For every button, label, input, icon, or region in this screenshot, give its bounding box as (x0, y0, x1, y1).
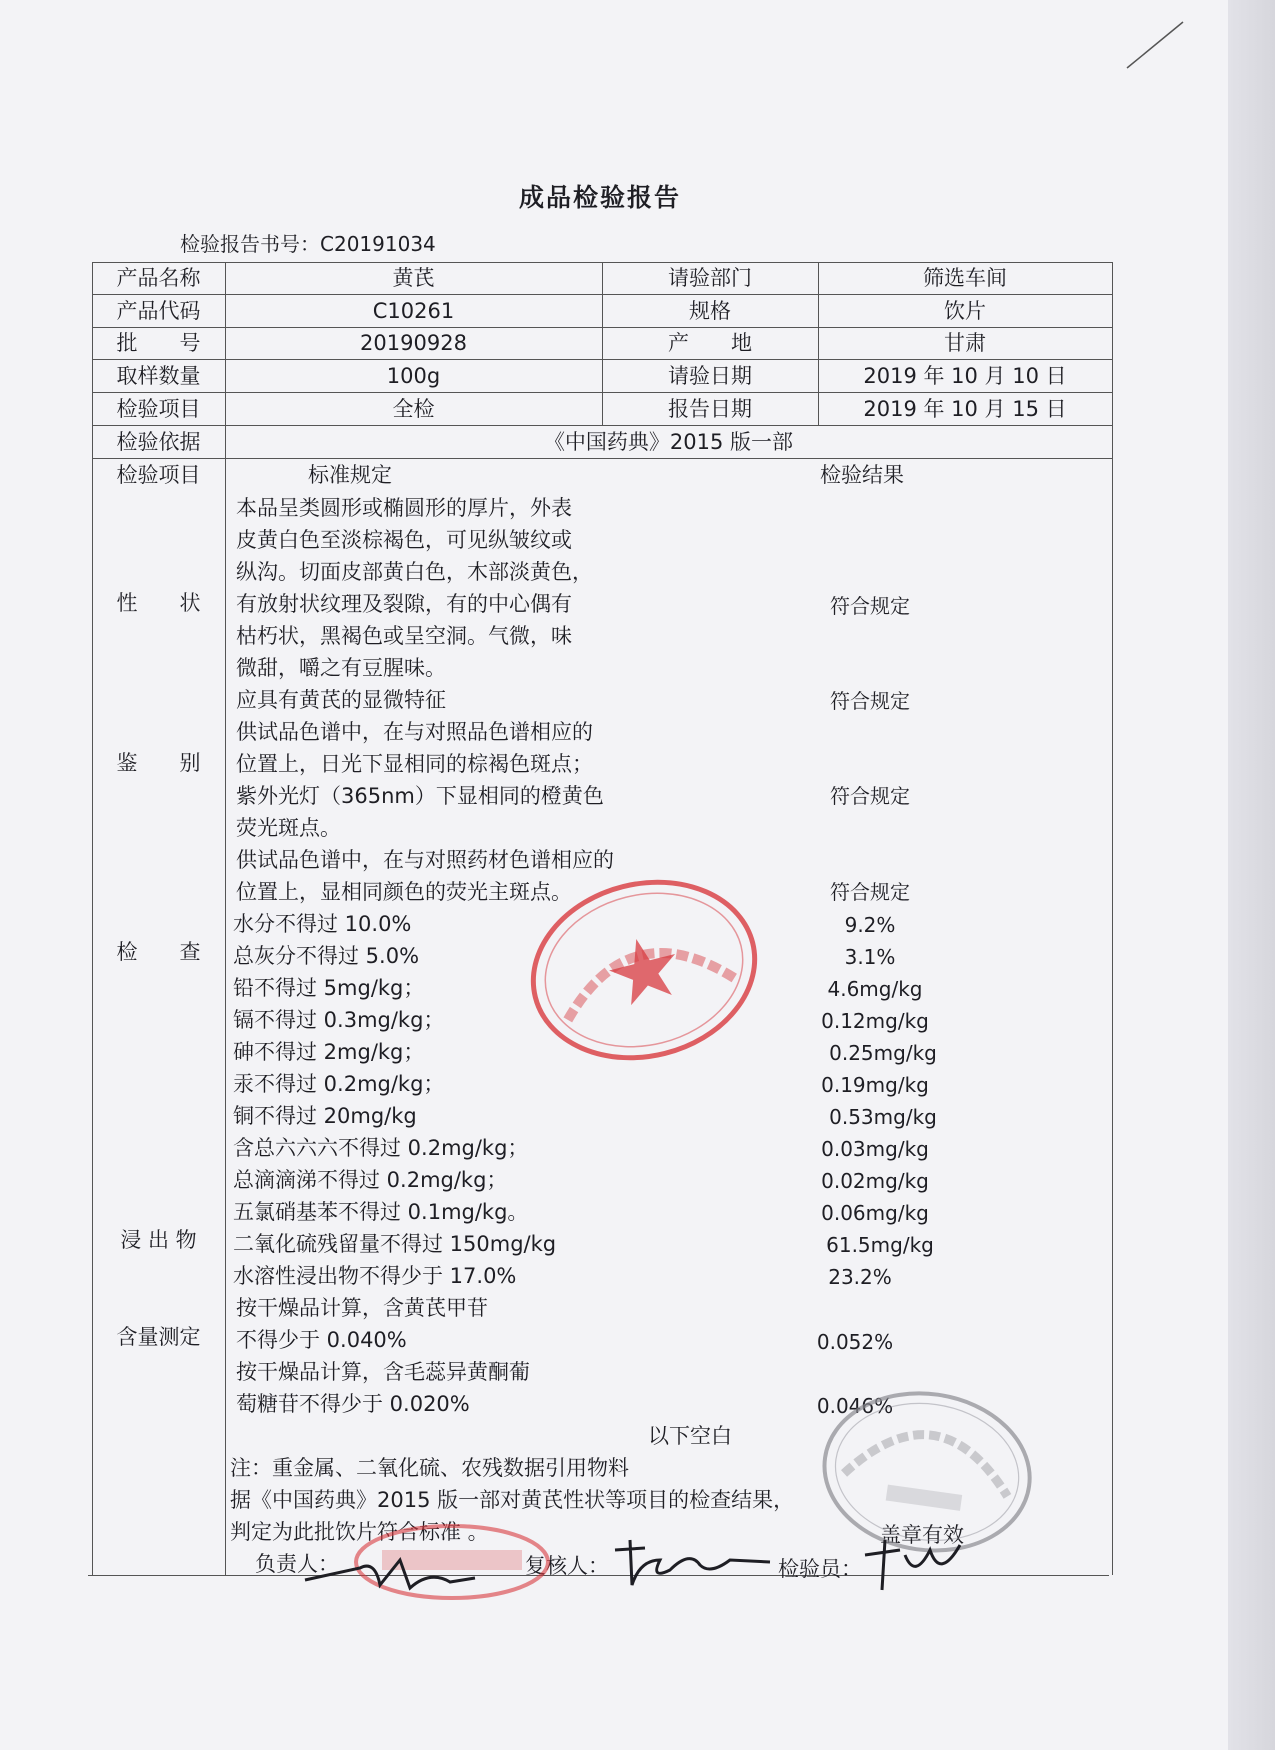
table-rule (92, 458, 1113, 459)
report-number-value: C20191034 (320, 232, 436, 256)
result-pcnb: 0.06mg/kg (821, 1201, 929, 1225)
header-label: 报告日期 (668, 397, 752, 421)
stamp-valid-text: 盖章有效 (880, 1523, 964, 1547)
header-label: 规格 (689, 299, 731, 323)
header-label: 检验项目 (116, 397, 201, 421)
standard-line: 枯朽状，黑褐色或呈空洞。气微，味 (236, 624, 572, 648)
header-label: 取样数量 (116, 364, 201, 388)
standard-line: 按干燥品计算，含毛蕊异黄酮葡 (236, 1360, 530, 1384)
standard-line: 水溶性浸出物不得少于 17.0% (233, 1264, 517, 1288)
report-number (180, 228, 436, 257)
standard-line: 皮黄白色至淡棕褐色，可见纵皱纹或 (236, 528, 572, 552)
table-border (92, 262, 93, 1575)
standard-line: 荧光斑点。 (236, 816, 341, 840)
result-jianbie-3: 符合规定 (830, 880, 910, 904)
result-xingzhuang: 符合规定 (830, 594, 910, 618)
table-rule (225, 262, 226, 1575)
standard-line: 汞不得过 0.2mg/kg； (233, 1072, 445, 1096)
section-jiancha: 检 查 (116, 940, 201, 964)
standard-line: 供试品色谱中，在与对照品色谱相应的 (236, 720, 593, 744)
header-label: 产品代码 (116, 299, 201, 323)
result-astragaloside: 0.052% (816, 1330, 894, 1354)
header-value: 全检 (392, 397, 435, 421)
result-bhc: 0.03mg/kg (821, 1137, 929, 1161)
header-label: 产品名称 (116, 266, 201, 290)
result-so2: 61.5mg/kg (826, 1233, 934, 1257)
header-value: 饮片 (944, 299, 986, 323)
standard-line: 纵沟。切面皮部黄白色，木部淡黄色， (236, 560, 593, 584)
result-water: 9.2% (844, 913, 896, 937)
header-value: 甘肃 (944, 331, 986, 355)
blank-below: 以下空白 (648, 1424, 732, 1448)
standard-line: 砷不得过 2mg/kg； (233, 1040, 425, 1064)
standard-line: 微甜，嚼之有豆腥味。 (236, 656, 446, 680)
result-cadmium: 0.12mg/kg (821, 1009, 929, 1033)
header-value: C10261 (372, 299, 455, 323)
corner-pen-mark (1125, 20, 1185, 70)
standard-line: 水分不得过 10.0% (233, 912, 412, 936)
inspector-signature (860, 1535, 970, 1595)
manager-label: 负责人： (255, 1552, 339, 1576)
document-title: 成品检验报告 (518, 183, 681, 212)
standard-line: 本品呈类圆形或椭圆形的厚片，外表 (236, 496, 572, 520)
standard-line: 萄糖苷不得少于 0.020% (236, 1392, 470, 1416)
standard-line: 有放射状纹理及裂隙，有的中心偶有 (236, 592, 572, 616)
header-value: 黄芪 (392, 266, 435, 290)
standard-line: 二氧化硫残留量不得过 150mg/kg (233, 1232, 557, 1256)
section-jianbie: 鉴 别 (116, 751, 201, 775)
header-value: 20190928 (360, 331, 467, 355)
standard-line: 位置上，显相同颜色的荧光主斑点。 (236, 880, 572, 904)
note-line-2: 据《中国药典》2015 版一部对黄芪性状等项目的检查结果， (230, 1488, 795, 1512)
header-value: 2019 年 10 月 10 日 (863, 364, 1067, 388)
note-line-3: 判定为此批饮片符合标准 。 (230, 1520, 489, 1544)
standard-line: 五氯硝基苯不得过 0.1mg/kg。 (233, 1200, 529, 1224)
header-label: 产 地 (668, 331, 752, 355)
standard-line: 总滴滴涕不得过 0.2mg/kg； (233, 1168, 508, 1192)
result-calycosin: 0.046% (816, 1394, 894, 1418)
header-label: 批 号 (116, 331, 201, 355)
manager-signature (300, 1540, 480, 1600)
standard-line: 应具有黄芪的显微特征 (236, 688, 446, 712)
section-hanliang: 含量测定 (116, 1325, 201, 1349)
note-line-1: 注：重金属、二氧化硫、农残数据引用物料 (230, 1456, 629, 1480)
header-value: 2019 年 10 月 15 日 (863, 397, 1067, 421)
result-mercury: 0.19mg/kg (821, 1073, 929, 1097)
basis-label: 检验依据 (116, 430, 201, 454)
report-number-label: 检验报告书号： (180, 232, 320, 256)
column-result-header: 检验结果 (820, 463, 904, 487)
standard-line: 不得少于 0.040% (236, 1328, 407, 1352)
standard-line: 总灰分不得过 5.0% (233, 944, 420, 968)
result-lead: 4.6mg/kg (827, 977, 923, 1001)
standard-line: 铜不得过 20mg/kg (233, 1104, 417, 1128)
column-item-header: 检验项目 (116, 463, 201, 487)
table-rule (92, 425, 1113, 426)
column-standard-header: 标准规定 (308, 463, 392, 487)
standard-line: 供试品色谱中，在与对照药材色谱相应的 (236, 848, 614, 872)
result-jianbie-1: 符合规定 (830, 689, 910, 713)
paper-edge (1228, 0, 1275, 1750)
basis-value: 《中国药典》2015 版一部 (543, 430, 794, 454)
header-label: 请验部门 (668, 266, 752, 290)
reviewer-label: 复核人： (525, 1554, 609, 1578)
result-ash: 3.1% (844, 945, 896, 969)
table-border (1112, 262, 1113, 1575)
header-value: 筛选车间 (923, 266, 1007, 290)
header-label: 请验日期 (668, 364, 752, 388)
section-jinchuwu: 浸 出 物 (120, 1228, 197, 1252)
result-ddt: 0.02mg/kg (821, 1169, 929, 1193)
result-arsenic: 0.25mg/kg (829, 1041, 937, 1065)
result-jianbie-2: 符合规定 (830, 784, 910, 808)
section-xingzhuang: 性 状 (116, 591, 201, 615)
standard-line: 含总六六六不得过 0.2mg/kg； (233, 1136, 529, 1160)
reviewer-signature (610, 1530, 780, 1590)
header-value: 100g (386, 364, 441, 388)
result-extract: 23.2% (828, 1265, 892, 1289)
standard-line: 紫外光灯（365nm）下显相同的橙黄色 (236, 784, 604, 808)
inspector-label: 检验员： (778, 1557, 862, 1581)
result-copper: 0.53mg/kg (829, 1105, 937, 1129)
standard-line: 按干燥品计算，含黄芪甲苷 (236, 1296, 488, 1320)
standard-line: 镉不得过 0.3mg/kg； (233, 1008, 445, 1032)
standard-line: 铅不得过 5mg/kg； (233, 976, 425, 1000)
standard-line: 位置上，日光下显相同的棕褐色斑点； (236, 752, 593, 776)
